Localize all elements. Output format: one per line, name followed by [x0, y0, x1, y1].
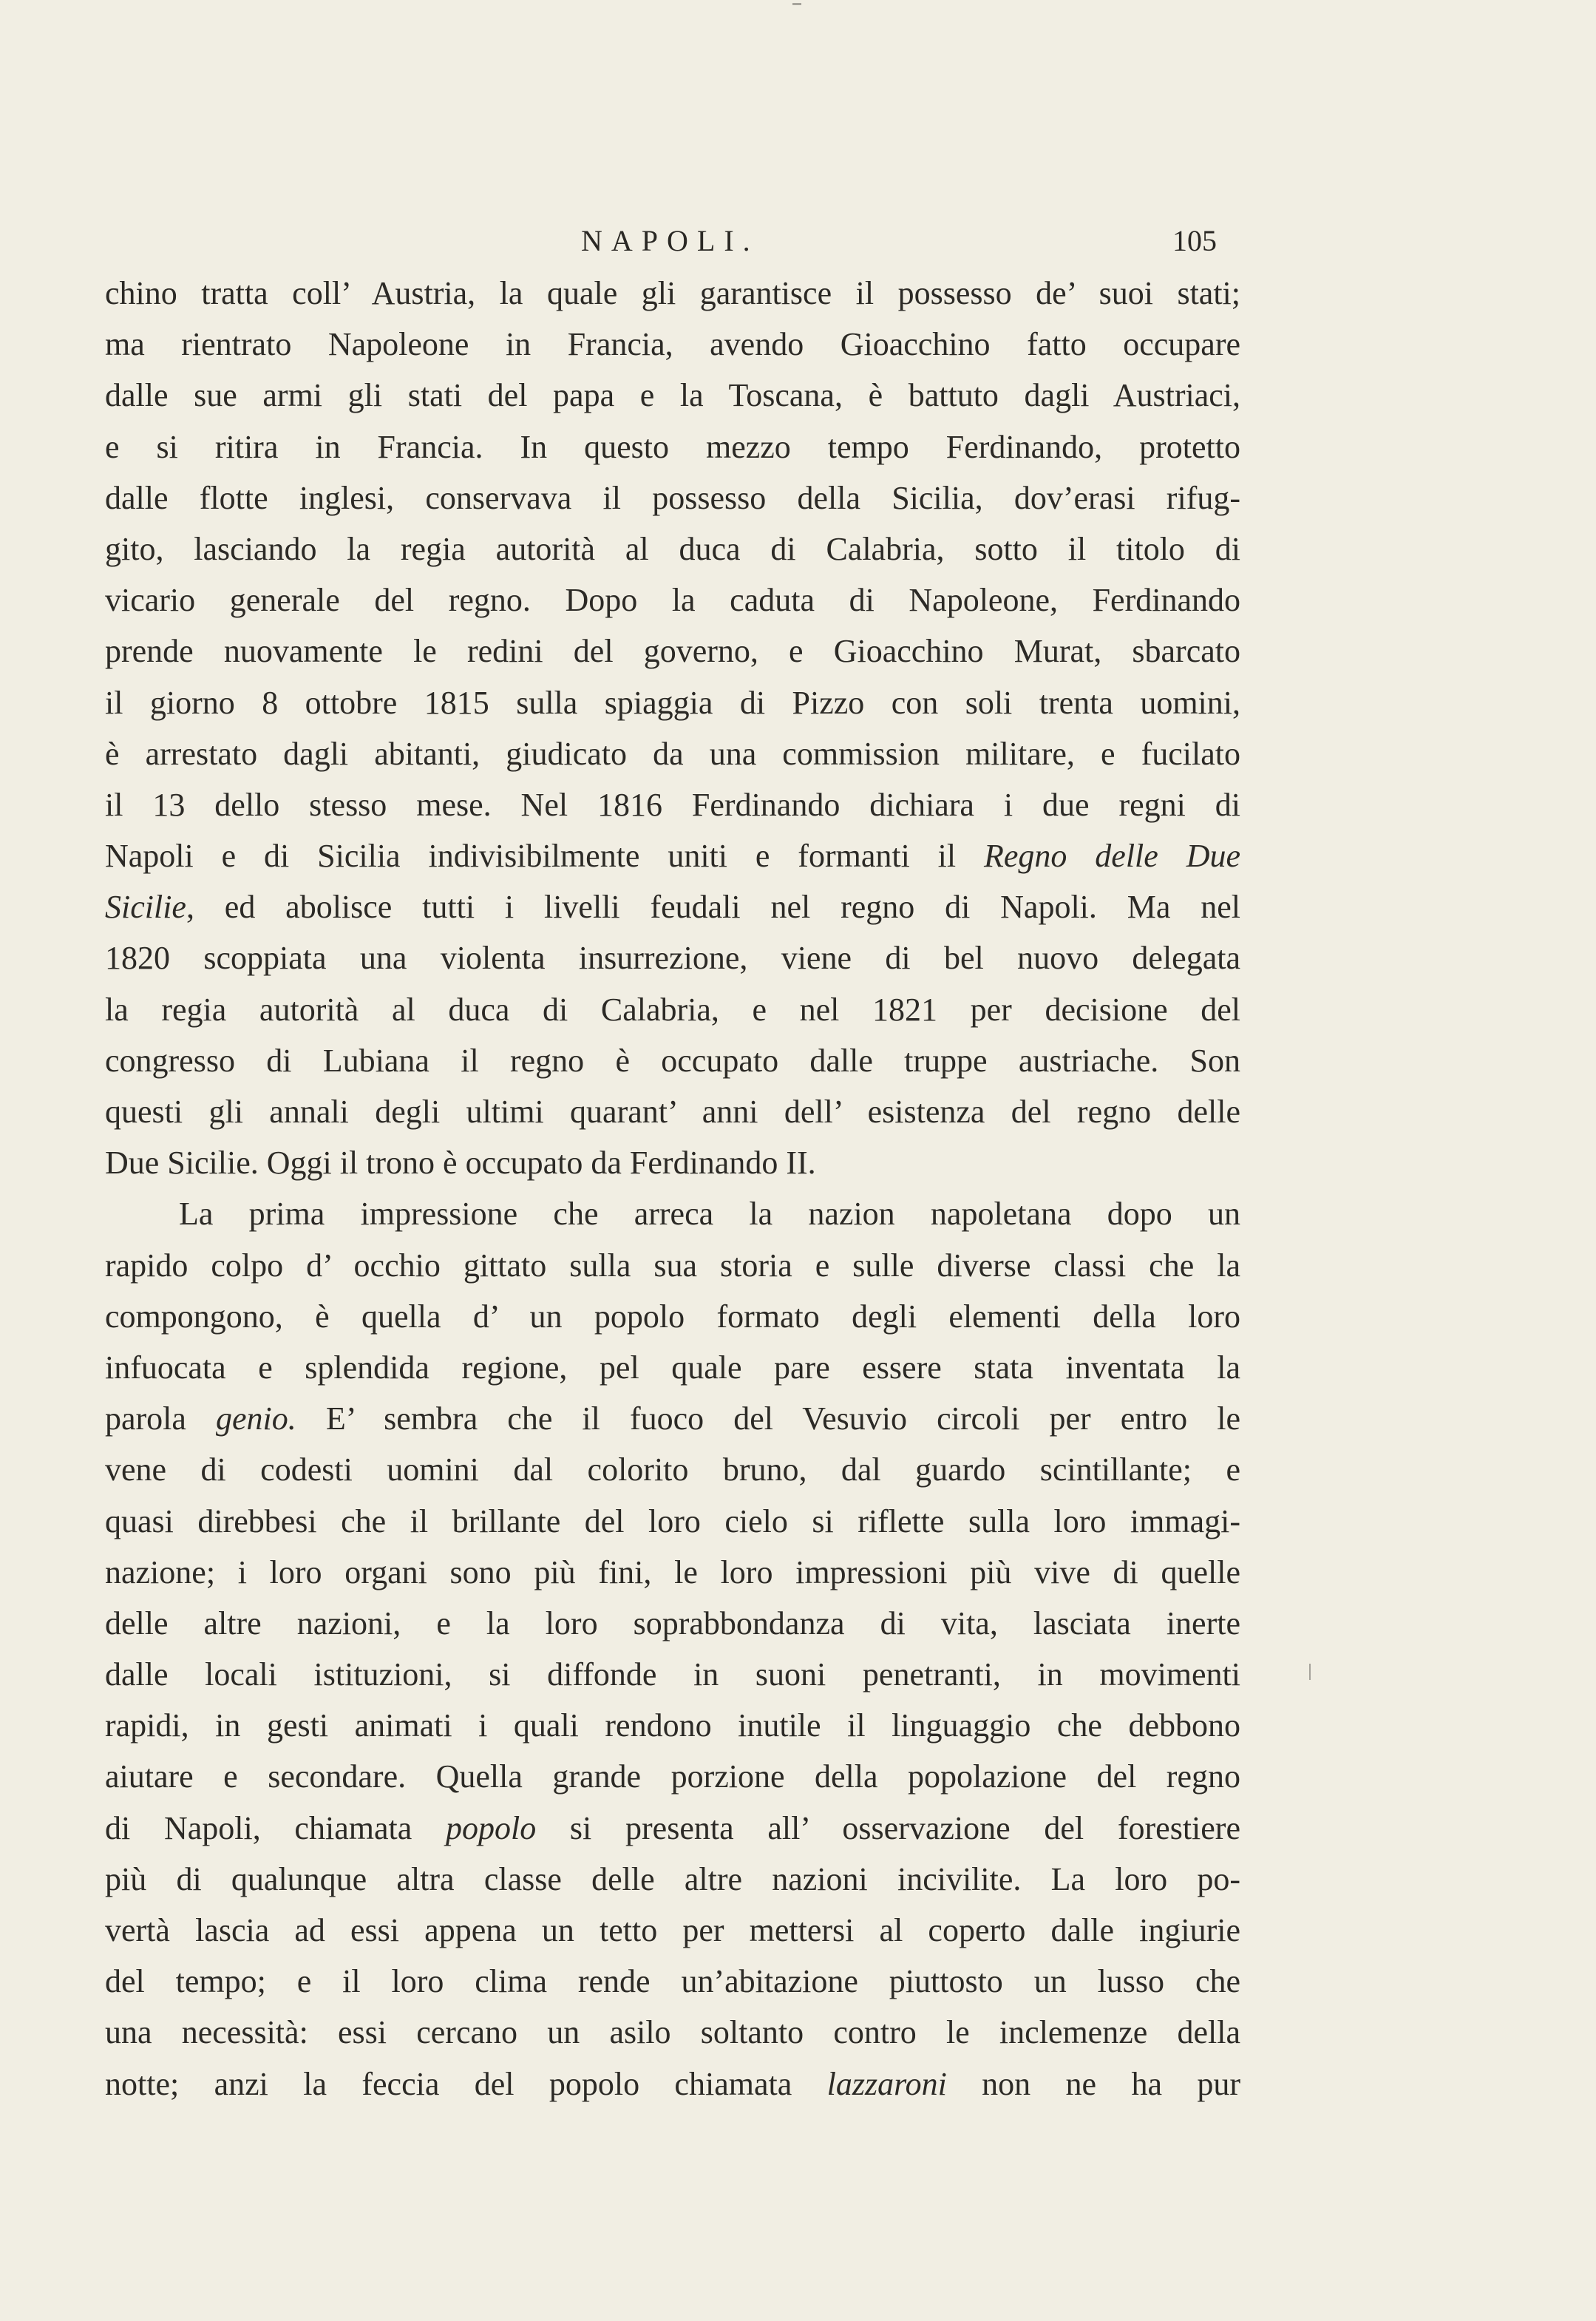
- text-line: compongono, è quella d’ un popolo formato degli elementi della loro: [105, 1298, 1240, 1335]
- margin-mark-top: [792, 3, 801, 5]
- text-line: [105, 2059, 1240, 2110]
- text-line: il giorno 8 ottobre 1815 sulla spiaggia di Pizzo con soli trenta uomini,: [105, 684, 1240, 721]
- page-number: 105: [1172, 224, 1217, 257]
- text-line: prende nuovamente le redini del governo, e Gioacchino Murat, sbarcato: [105, 633, 1240, 670]
- text-line: Due Sicilie. Oggi il trono è occupato da Ferdinando II.: [105, 1145, 816, 1182]
- text-segment: E’ sembra che il fuoco del Vesuvio circoli per entro le: [296, 1400, 1240, 1437]
- text-line: delle altre nazioni, e la loro soprabbondanza di vita, lasciata inerte: [105, 1605, 1240, 1641]
- text-line: e si ritira in Francia. In questo mezzo tempo Ferdinando, protetto: [105, 428, 1240, 465]
- text-line: quasi direbbesi che il brillante del loro cielo si riflette sulla loro immagi-: [105, 1502, 1240, 1539]
- paragraph-1: [105, 268, 1240, 1188]
- text-line: una necessità: essi cercano un asilo soltanto contro le inclemenze della: [105, 2014, 1240, 2051]
- text-line: più di qualunque altra classe delle altre nazioni incivilite. La loro po-: [105, 1860, 1240, 1897]
- text-line: La prima impressione che arreca la nazion napoletana dopo un: [179, 1196, 1240, 1233]
- text-line: dalle locali istituzioni, si diffonde in suoni penetranti, in movimenti: [105, 1656, 1240, 1693]
- text-line: del tempo; e il loro clima rende un’abitazione piuttosto un lusso che: [105, 1963, 1240, 2000]
- text-line: vicario generale del regno. Dopo la caduta di Napoleone, Ferdinando: [105, 582, 1240, 619]
- text-segment: di Napoli, chiamata: [105, 1809, 446, 1846]
- text-line: [105, 830, 1240, 881]
- text-line: è arrestato dagli abitanti, giudicato da una commission militare, e fucilato: [105, 735, 1240, 772]
- italic-word: popolo: [445, 1809, 537, 1846]
- italic-title: Regno delle Due: [984, 838, 1240, 875]
- text-line: questi gli annali degli ultimi quarant’ anni dell’ esistenza del regno delle: [105, 1094, 1240, 1130]
- text-segment: notte; anzi la feccia del popolo chiamata: [105, 2065, 827, 2102]
- text-line: chino tratta coll’ Austria, la quale gli garantisce il possesso de’ suoi stati;: [105, 275, 1240, 311]
- text-line: nazione; i loro organi sono più fini, le loro impressioni più vive di quelle: [105, 1553, 1240, 1590]
- page-header: [0, 219, 1596, 263]
- text-line: [105, 1803, 1240, 1854]
- text-segment: parola: [105, 1400, 217, 1437]
- text-segment: , ed abolisce tutti i livelli feudali nel regno di Napoli. Ma nel: [186, 889, 1240, 926]
- text-line: 1820 scoppiata una violenta insurrezione, viene di bel nuovo delegata: [105, 940, 1240, 977]
- text-line: vertà lascia ad essi appena un tetto per mettersi al coperto dalle ingiurie: [105, 1912, 1240, 1948]
- text-line: la regia autorità al duca di Calabria, e nel 1821 per decisione del: [105, 991, 1240, 1028]
- text-line: [105, 1393, 1240, 1444]
- text-line: rapido colpo d’ occhio gittato sulla sua storia e sulle diverse classi che la: [105, 1247, 1240, 1284]
- body-text: [105, 268, 1240, 2110]
- text-line: dalle flotte inglesi, conservava il possesso della Sicilia, dov’erasi rifug-: [105, 479, 1240, 516]
- text-line: gito, lasciando la regia autorità al duca di Calabria, sotto il titolo di: [105, 530, 1240, 567]
- text-line: vene di codesti uomini dal colorito bruno, dal guardo scintillante; e: [105, 1451, 1240, 1488]
- margin-mark-right: [1309, 1664, 1311, 1680]
- running-head: NAPOLI.: [581, 224, 759, 257]
- text-segment: Napoli e di Sicilia indivisibilmente uniti e formanti il: [105, 838, 985, 875]
- text-line: rapidi, in gesti animati i quali rendono inutile il linguaggio che debbono: [105, 1707, 1240, 1744]
- text-line: il 13 dello stesso mese. Nel 1816 Ferdinando dichiara i due regni di: [105, 786, 1240, 823]
- text-line: ma rientrato Napoleone in Francia, avendo Gioacchino fatto occupare: [105, 326, 1240, 363]
- text-line: [105, 881, 1240, 932]
- italic-title: Sicilie: [105, 889, 186, 926]
- paragraph-2: [105, 1188, 1240, 2109]
- text-line: aiutare e secondare. Quella grande porzione della popolazione del regno: [105, 1758, 1240, 1795]
- italic-word: lazzaroni: [826, 2065, 947, 2102]
- text-line: congresso di Lubiana il regno è occupato dalle truppe austriache. Son: [105, 1042, 1240, 1079]
- text-segment: si presenta all’ osservazione del forestiere: [536, 1809, 1240, 1846]
- italic-word: genio.: [216, 1400, 296, 1437]
- text-line: dalle sue armi gli stati del papa e la Toscana, è battuto dagli Austriaci,: [105, 377, 1240, 414]
- text-segment: non ne ha pur: [946, 2065, 1240, 2102]
- text-line: infuocata e splendida regione, pel quale pare essere stata inventata la: [105, 1349, 1240, 1386]
